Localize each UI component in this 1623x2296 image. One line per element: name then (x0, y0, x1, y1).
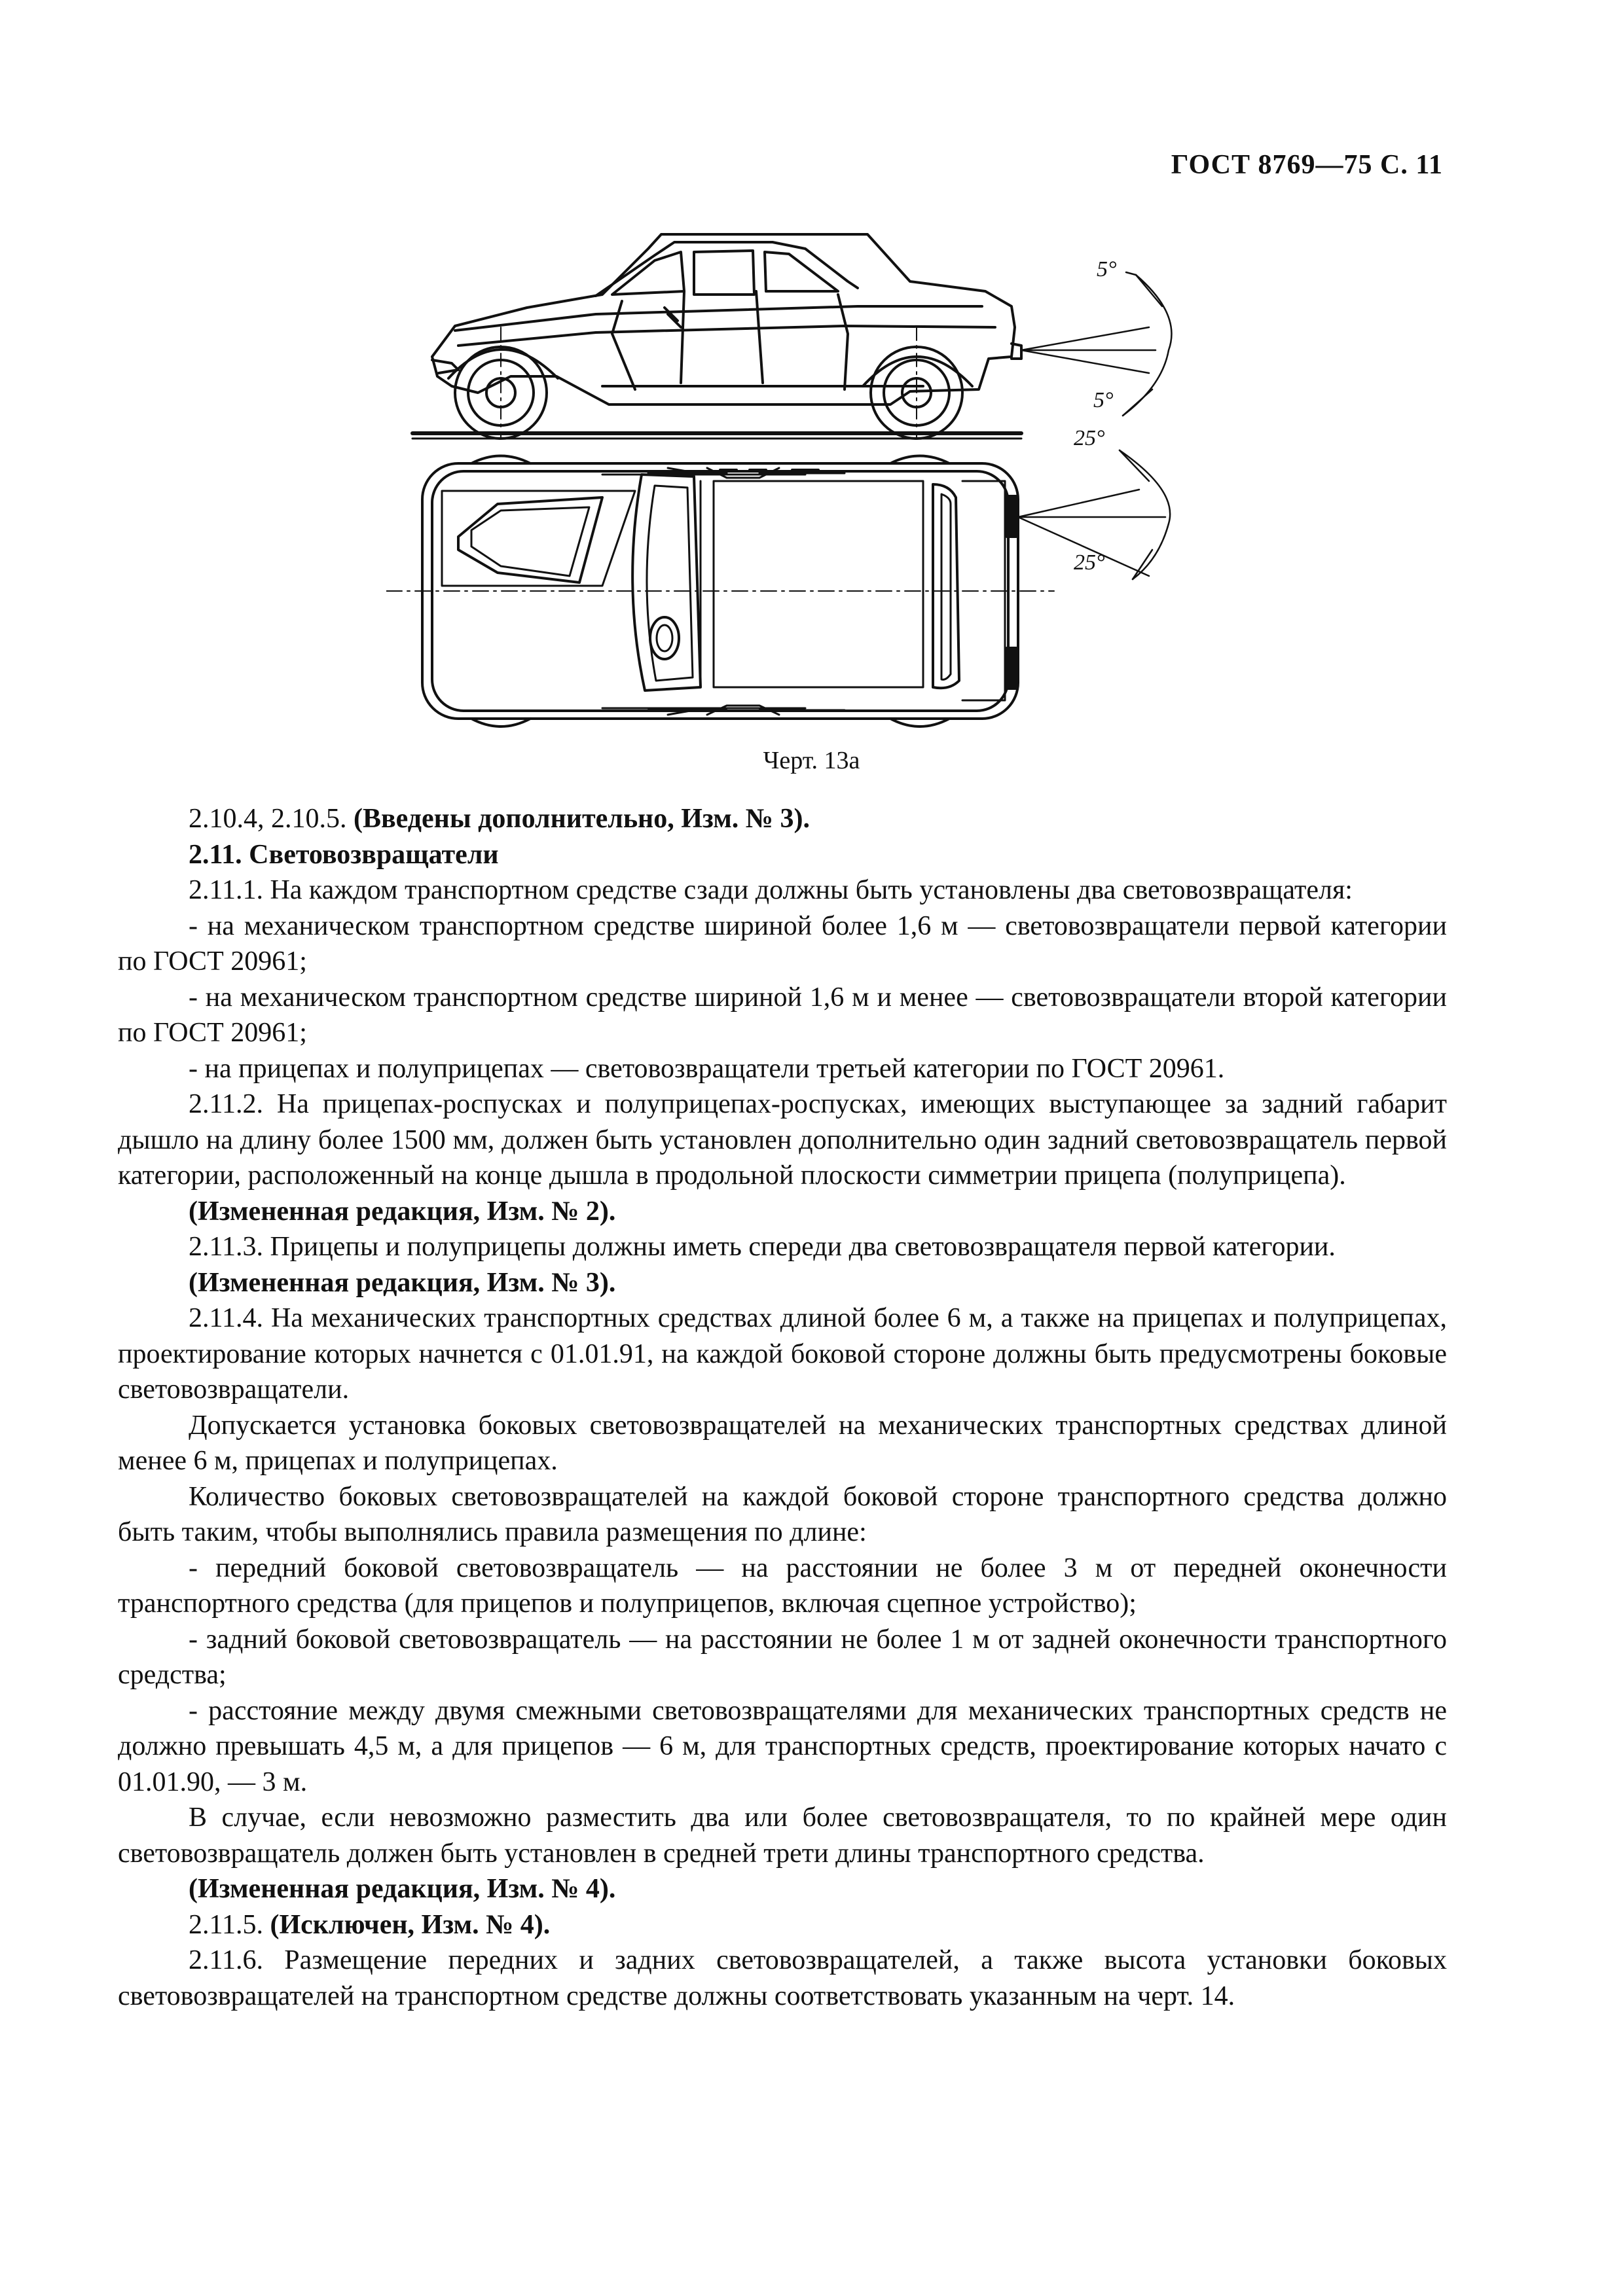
page-header: ГОСТ 8769—75 С. 11 (1171, 150, 1443, 180)
paragraph-2-11-4: 2.11.4. На механических транспортных средствах длиной более 6 м, а также на прицепах и полуприцепах, проектирование которых начнется с 01.01.91, на каждой боковой стороне должны быть предусмотрены боковые световозвращатели. (118, 1303, 1447, 1405)
angle-label-plan-lower: 25° (1074, 550, 1105, 575)
list-item-distance: - расстояние между двумя смежными световозвращателями для механических транспортных средств не должно превышать 4,5 м, а для прицепов — 6 м, для транспортных средств, проектирование которых начато с 01.01.90, — 3 м. (118, 1695, 1447, 1797)
paragraph-2-11-5: 2.11.5. (Исключен, Изм. № 4). (189, 1909, 551, 1940)
figure-caption: Черт. 13а (763, 747, 860, 774)
car-drawing (386, 229, 1237, 753)
list-item-width-under-1-6: - на механическом транспортном средстве шириной 1,6 м и менее — световозвращатели второй категории по ГОСТ 20961; (118, 982, 1447, 1048)
paragraph-count-rules: Количество боковых световозвращателей на каждой боковой стороне транспортного средства должно быть таким, чтобы выполнялись правила размещения по длине: (118, 1481, 1447, 1547)
figure-13a (386, 229, 1237, 753)
list-item-width-over-1-6: - на механическом транспортном средстве шириной более 1,6 м — световозвращатели первой категории по ГОСТ 20961; (118, 910, 1447, 977)
list-item-front-side-reflector: - передний боковой световозвращатель — на расстоянии не более 3 м от передней оконечности транспортного средства (для прицепов и полуприцепов, включая сцепное устройство); (118, 1552, 1447, 1619)
angle-label-top-lower: 5° (1093, 388, 1114, 412)
car-side-view (412, 234, 1021, 439)
angle-label-plan-upper: 25° (1074, 426, 1105, 450)
paragraph-middle-third: В случае, если невозможно разместить два или более световозвращателя, то по крайней мере один световозвращатель должен быть установлен в средней трети длины транспортного средства. (118, 1803, 1447, 1869)
angle-diagram-side (1021, 257, 1171, 416)
paragraph-2-11-1: 2.11.1. На каждом транспортном средстве сзади должны быть установлены два световозвращателя: (189, 875, 1353, 905)
document-body (118, 801, 1447, 2014)
paragraph-2-11-3: 2.11.3. Прицепы и полуприцепы должны иметь спереди два световозвращателя первой категории. (189, 1232, 1336, 1262)
amendment-note-2: (Измененная редакция, Изм. № 2). (189, 1196, 616, 1227)
paragraph-allowed-side-reflectors: Допускается установка боковых световозвращателей на механических транспортных средствах длиной менее 6 м, прицепах и полуприцепах. (118, 1410, 1447, 1476)
paragraph-2-11-6: 2.11.6. Размещение передних и задних световозвращателей, а также высота установки боковых световозвращателей на транспортном средстве должны соответствовать указанным на черт. 14. (118, 1945, 1447, 2011)
section-title-2-11: 2.11. Световозвращатели (189, 839, 499, 870)
list-item-rear-side-reflector: - задний боковой световозвращатель — на расстоянии не более 1 м от задней оконечности транспортного средства; (118, 1624, 1447, 1690)
paragraph-2-10-4: 2.10.4, 2.10.5. (Введены дополнительно, Изм. № 3). (189, 804, 810, 834)
angle-label-top-upper: 5° (1097, 257, 1117, 281)
amendment-note-4: (Измененная редакция, Изм. № 4). (189, 1874, 616, 1904)
amendment-note-3: (Измененная редакция, Изм. № 3). (189, 1267, 616, 1298)
paragraph-2-11-2: 2.11.2. На прицепах-роспусках и полуприцепах-роспусках, имеющих выступающее за задний габарит дышло на длину более 1500 мм, должен быть установлен дополнительно один задний световозвращатель первой категории, расположенный на конце дышла в продольной плоскости симметрии прицепа (полуприцепа). (118, 1089, 1447, 1191)
list-item-trailers: - на прицепах и полуприцепах — световозвращатели третьей категории по ГОСТ 20961. (189, 1053, 1225, 1084)
car-top-view (386, 456, 1054, 727)
angle-diagram-plan (1018, 426, 1170, 579)
